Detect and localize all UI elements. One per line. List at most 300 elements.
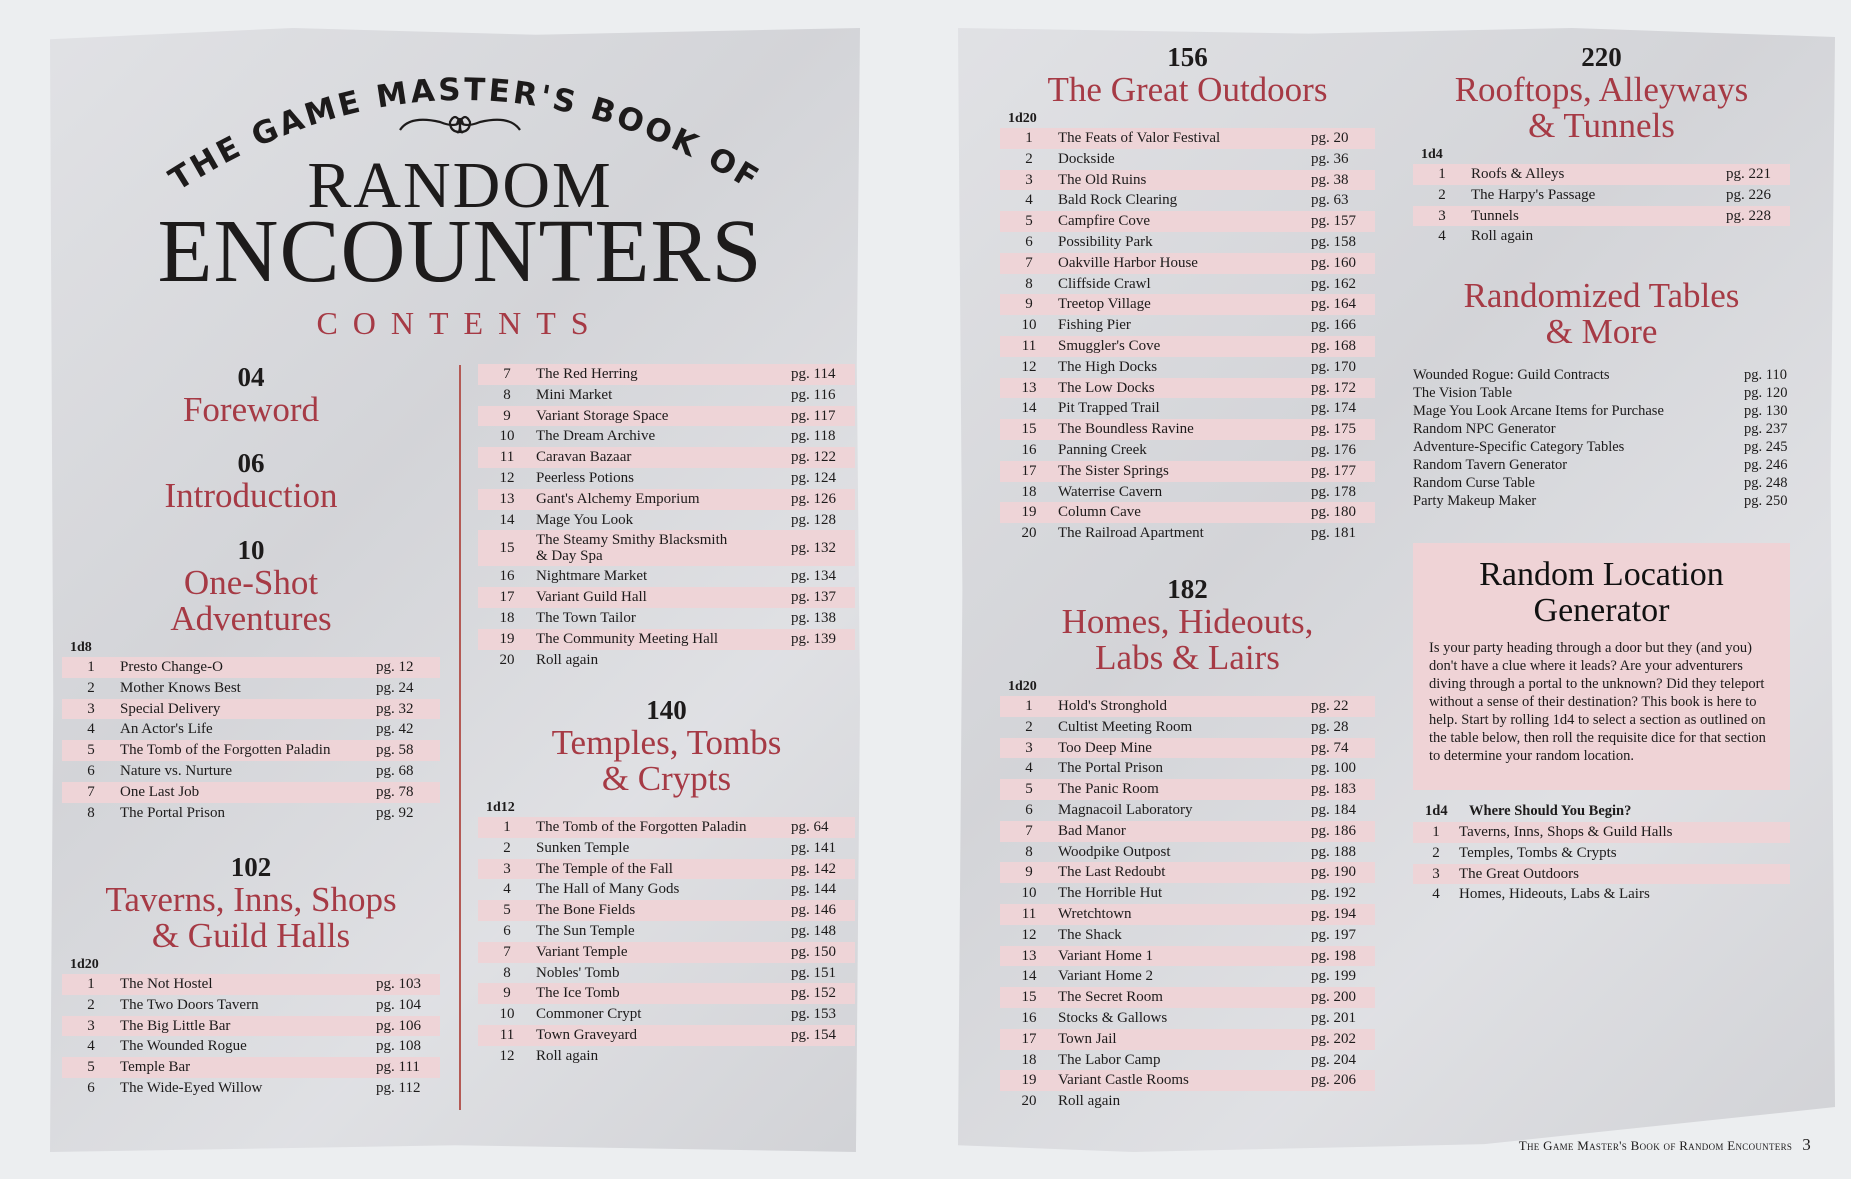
section-intro (62, 448, 440, 514)
entry-name: Dockside (1058, 150, 1115, 167)
page-ref: pg. 172 (1311, 379, 1356, 396)
section-title: & Guild Halls (151, 916, 351, 955)
page-ref: pg. 181 (1311, 525, 1356, 542)
entry-name: Random NPC Generator (1413, 421, 1556, 437)
list-item (1413, 492, 1790, 510)
page-ref: pg. 116 (791, 386, 836, 403)
page-ref: pg. 134 (791, 568, 836, 585)
section-title: Temples, Tombs (551, 723, 782, 762)
page-ref: pg. 250 (1744, 493, 1788, 509)
page-number: 3 (1802, 1135, 1811, 1154)
roll-number: 2 (1025, 718, 1033, 735)
table-row (1000, 502, 1375, 523)
roll-number: 11 (499, 1026, 515, 1043)
page-ref: pg. 108 (376, 1038, 421, 1055)
table-row (1000, 946, 1375, 967)
table-row (1413, 864, 1790, 885)
table-row (1000, 717, 1375, 738)
table-row (1000, 398, 1375, 419)
table-row (478, 963, 855, 984)
entry-name: Nobles' Tomb (536, 964, 620, 981)
roll-number: 2 (1432, 844, 1440, 861)
table-row (62, 1057, 440, 1078)
table-row (478, 1025, 855, 1046)
column-divider (459, 365, 461, 1110)
entry-name: Town Jail (1058, 1030, 1117, 1047)
section-title: Introduction (164, 476, 338, 515)
roll-number: 3 (503, 860, 511, 877)
table-row (1000, 1050, 1375, 1071)
table-row (1000, 904, 1375, 925)
roll-number: 7 (1025, 254, 1033, 271)
page-ref: pg. 142 (791, 860, 836, 877)
random-location-generator-box (1413, 543, 1790, 790)
entry-name: The Portal Prison (120, 804, 225, 821)
table-row (478, 859, 855, 880)
table-row (62, 761, 440, 782)
page-ref: pg. 202 (1311, 1030, 1356, 1047)
roll-number: 2 (1438, 186, 1446, 203)
page-ref: pg. 176 (1311, 441, 1356, 458)
entry-name: Mini Market (536, 386, 613, 403)
entry-name: The Tomb of the Forgotten Paladin (120, 742, 331, 759)
page-ref: pg. 160 (1311, 254, 1356, 271)
table-row (1000, 1029, 1375, 1050)
section-title: & More (1545, 312, 1658, 351)
page-ref: pg. 114 (791, 366, 836, 382)
roll-number: 17 (1021, 462, 1037, 479)
roll-number: 7 (87, 783, 95, 800)
page-ref: pg. 126 (791, 490, 836, 507)
roll-number: 14 (1021, 968, 1037, 985)
roll-number: 13 (1021, 379, 1037, 396)
roll-number: 9 (503, 407, 511, 424)
roll-number: 9 (503, 985, 511, 1002)
page-ref: pg. 68 (376, 762, 414, 779)
page-ref: pg. 206 (1311, 1072, 1356, 1089)
roll-number: 16 (1021, 441, 1037, 458)
title-random: RANDOM (307, 149, 613, 222)
page-ref: pg. 197 (1311, 926, 1356, 943)
section-page-number: 06 (237, 448, 265, 478)
table-row (478, 385, 855, 406)
table-row (1000, 523, 1375, 544)
section-title: Labs & Lairs (1095, 638, 1280, 677)
entry-name: Temples, Tombs & Crypts (1459, 844, 1617, 861)
roll-number: 16 (1021, 1009, 1037, 1026)
entry-name: The Last Redoubt (1058, 864, 1166, 881)
entry-name: The Ice Tomb (536, 985, 620, 1002)
table-row (1413, 884, 1790, 905)
entry-name: The Big Little Bar (120, 1017, 231, 1034)
section-taverns (62, 852, 440, 1099)
page-ref: pg. 103 (376, 976, 421, 992)
table-row (1000, 128, 1375, 149)
contents-heading: CONTENTS (316, 305, 604, 341)
entry-name: The Old Ruins (1058, 171, 1147, 188)
roll-number: 14 (1021, 400, 1037, 417)
roll-number: 13 (499, 490, 515, 507)
entry-name: Roll again (1058, 1093, 1121, 1110)
roll-number: 6 (1025, 233, 1033, 250)
table-row (62, 1078, 440, 1099)
die-label: 1d12 (486, 800, 515, 815)
entry-name: Cliffside Crawl (1058, 275, 1151, 292)
entry-name: The High Docks (1058, 358, 1158, 375)
section-title: The Great Outdoors (1047, 70, 1328, 109)
page-ref (1726, 864, 1790, 885)
table-row (1413, 164, 1790, 185)
roll-number: 12 (1021, 926, 1037, 943)
entry-name: Nature vs. Nurture (120, 762, 233, 779)
table-row (478, 447, 855, 468)
table-row (62, 740, 440, 761)
page-ref: pg. 228 (1726, 207, 1771, 224)
page-ref (1726, 822, 1790, 843)
page-ref: pg. 194 (1311, 905, 1356, 922)
table-row (478, 900, 855, 921)
entry-name: The Two Doors Tavern (120, 996, 259, 1013)
entry-name: The Temple of the Fall (536, 860, 673, 877)
table-row (478, 608, 855, 629)
entry-name: Roll again (536, 651, 599, 668)
table-row (478, 510, 855, 531)
die-label: 1d4 (1421, 147, 1443, 162)
title-encounters: ENCOUNTERS (157, 202, 763, 301)
page-ref: pg. 246 (1744, 457, 1788, 473)
entry-name: Too Deep Mine (1058, 739, 1152, 756)
table-row (1000, 294, 1375, 315)
die-label: 1d20 (70, 957, 99, 972)
page-ref: pg. 183 (1311, 781, 1356, 798)
roll-number: 4 (1025, 760, 1033, 777)
entry-name: Woodpike Outpost (1058, 843, 1171, 860)
roll-number: 18 (499, 609, 515, 626)
entry-name: Column Cave (1058, 504, 1141, 521)
entry-name: The Secret Room (1058, 989, 1163, 1006)
roll-number: 12 (499, 1047, 515, 1064)
table-row (1000, 1008, 1375, 1029)
where-die: 1d4 (1425, 803, 1448, 819)
entry-name: The Horrible Hut (1058, 885, 1163, 902)
table-row (62, 657, 440, 678)
table-row (1000, 440, 1375, 461)
roll-number: 10 (499, 1006, 515, 1023)
roll-number: 3 (1025, 739, 1033, 756)
page-ref: pg. 158 (1311, 233, 1356, 250)
page-ref: pg. 137 (791, 589, 836, 606)
page-ref: pg. 237 (1744, 421, 1788, 437)
page-ref (1311, 1091, 1375, 1112)
entry-name: Variant Castle Rooms (1058, 1072, 1189, 1089)
roll-number: 10 (1021, 317, 1037, 334)
section-title: Homes, Hideouts, (1061, 602, 1314, 641)
table-row (1000, 862, 1375, 883)
entry-name: Wretchtown (1058, 905, 1132, 922)
page-ref: pg. 146 (791, 902, 836, 919)
entry-name: Homes, Hideouts, Labs & Lairs (1459, 886, 1650, 903)
table-row (1000, 461, 1375, 482)
page-ref: pg. 166 (1311, 317, 1356, 334)
roll-number: 15 (1021, 989, 1037, 1006)
page-ref: pg. 199 (1311, 968, 1356, 985)
roll-number: 7 (503, 943, 511, 960)
section-title: & Tunnels (1528, 106, 1675, 145)
entry-name: Bad Manor (1058, 822, 1126, 839)
section-page-number: 140 (646, 695, 687, 725)
entry-name: The Feats of Valor Festival (1058, 130, 1221, 146)
table-row (1000, 419, 1375, 440)
entry-name: Mother Knows Best (120, 679, 241, 696)
page-ref: pg. 151 (791, 964, 836, 981)
table-row (1000, 378, 1375, 399)
page-ref: pg. 110 (1744, 367, 1787, 383)
table-row (478, 489, 855, 510)
page-ref (791, 1046, 855, 1067)
entry-name: Temple Bar (120, 1059, 191, 1076)
page-ref: pg. 112 (376, 1079, 421, 1096)
entry-name: Oakville Harbor House (1058, 254, 1198, 271)
page-ref: pg. 100 (1311, 760, 1356, 777)
roll-number: 20 (499, 651, 515, 668)
entry-name: Peerless Potions (536, 469, 634, 486)
roll-number: 4 (1025, 192, 1033, 209)
die-label: 1d8 (70, 640, 92, 655)
roll-number: 4 (503, 881, 511, 898)
page-ref: pg. 184 (1311, 801, 1356, 818)
page-ref: pg. 162 (1311, 275, 1356, 292)
roll-number: 3 (1438, 207, 1446, 224)
page-ref: pg. 154 (791, 1026, 836, 1043)
flourish-icon (400, 117, 520, 132)
page-ref: pg. 221 (1726, 166, 1771, 182)
entry-name: The Community Meeting Hall (536, 630, 719, 647)
roll-number: 5 (87, 1059, 95, 1076)
page-ref: pg. 188 (1311, 843, 1356, 860)
roll-number: 19 (499, 630, 515, 647)
table-row (62, 782, 440, 803)
entry-name: The Sun Temple (536, 922, 635, 939)
roll-number: 2 (503, 839, 511, 856)
table-row (1000, 482, 1375, 503)
entry-name: Stocks & Gallows (1058, 1009, 1168, 1026)
entry-name: The Town Tailor (536, 609, 636, 626)
entry-name: The Wounded Rogue (120, 1038, 247, 1055)
page-ref: pg. 226 (1726, 186, 1771, 203)
roll-number: 1 (87, 659, 95, 675)
entry-name: Hold's Stronghold (1058, 698, 1167, 714)
list-item (1413, 384, 1790, 402)
section-foreword (62, 362, 440, 428)
roll-number: 15 (1021, 421, 1037, 438)
section-title: Adventures (170, 599, 332, 638)
page-ref: pg. 92 (376, 804, 414, 821)
entry-name: The Hall of Many Gods (536, 881, 680, 898)
entry-name: Mage You Look (536, 511, 634, 528)
roll-number: 6 (87, 1079, 95, 1096)
entry-name: Possibility Park (1058, 233, 1153, 250)
roll-number: 11 (499, 449, 515, 466)
table-row (478, 838, 855, 859)
entry-name: Special Delivery (120, 700, 221, 717)
entry-name: The Bone Fields (536, 902, 636, 919)
table-row (1000, 842, 1375, 863)
entry-name: The Wide-Eyed Willow (120, 1079, 263, 1096)
table-row (1413, 185, 1790, 206)
section-title: Randomized Tables (1463, 276, 1740, 315)
page-ref: pg. 106 (376, 1017, 421, 1034)
section-title: Rooftops, Alleyways (1454, 70, 1749, 109)
page-ref: pg. 150 (791, 943, 836, 960)
entry-name: The Red Herring (536, 366, 638, 382)
table-list (1413, 366, 1790, 510)
entry-name: The Shack (1058, 926, 1122, 943)
page-ref: pg. 170 (1311, 358, 1356, 375)
entry-name: Random Curse Table (1413, 475, 1535, 491)
page-ref: pg. 248 (1744, 475, 1788, 491)
roll-number: 14 (499, 511, 515, 528)
page-ref: pg. 130 (1744, 403, 1788, 419)
roll-number: 4 (87, 1038, 95, 1055)
table-row (478, 406, 855, 427)
table-row (1000, 149, 1375, 170)
table-row (1000, 274, 1375, 295)
section-title: One-Shot (183, 563, 319, 602)
table-row (62, 803, 440, 824)
generator-title: Random Location Generator (1479, 556, 1724, 629)
roll-number: 6 (503, 922, 511, 939)
table-row (1000, 883, 1375, 904)
table-row (478, 983, 855, 1004)
table-row (1000, 696, 1375, 717)
table-row (1000, 925, 1375, 946)
entry-name: The Boundless Ravine (1058, 421, 1194, 438)
table-row (62, 678, 440, 699)
page-ref: pg. 180 (1311, 504, 1356, 521)
page-ref: pg. 177 (1311, 462, 1356, 479)
page-ref: pg. 111 (376, 1059, 420, 1076)
entry-name: Taverns, Inns, Shops & Guild Halls (1459, 824, 1673, 840)
entry-name: Caravan Bazaar (536, 449, 632, 466)
entry-name: The Panic Room (1058, 781, 1159, 798)
page-ref: pg. 36 (1311, 150, 1349, 167)
table-row (478, 530, 855, 566)
table-row (478, 426, 855, 447)
entry-name: The Labor Camp (1058, 1051, 1161, 1068)
table-row (62, 974, 440, 995)
page-ref (1726, 226, 1790, 247)
entry-name: The Vision Table (1413, 385, 1513, 401)
entry-name: Random Tavern Generator (1413, 457, 1568, 473)
table-row (1000, 232, 1375, 253)
page-ref: pg. 141 (791, 839, 836, 856)
table-row (1000, 336, 1375, 357)
page-ref (791, 650, 855, 671)
entry-name: The Steamy Smithy Blacksmith & Day Spa (536, 532, 728, 565)
entry-name: Presto Change-O (120, 659, 223, 675)
table-row (1000, 357, 1375, 378)
roll-number: 5 (1025, 213, 1033, 230)
section-rooftops (1413, 42, 1790, 247)
roll-number: 1 (503, 819, 511, 835)
section-title: Foreword (182, 390, 320, 429)
entry-name: Tunnels (1471, 207, 1519, 224)
list-item (1413, 420, 1790, 438)
table-row (62, 719, 440, 740)
page-ref: pg. 192 (1311, 885, 1356, 902)
page-footer (1519, 1135, 1811, 1155)
page-ref: pg. 204 (1311, 1051, 1356, 1068)
entry-name: The Harpy's Passage (1471, 186, 1596, 203)
page-ref: pg. 164 (1311, 296, 1356, 313)
entry-name: Campfire Cove (1058, 213, 1151, 230)
table-row (62, 1036, 440, 1057)
page-ref: pg. 138 (791, 609, 836, 626)
entry-name: Variant Guild Hall (536, 589, 647, 606)
roll-number: 10 (1021, 885, 1037, 902)
roll-number: 6 (1025, 801, 1033, 818)
section-page-number: 04 (237, 362, 265, 392)
table-row (62, 1016, 440, 1037)
page-ref: pg. 157 (1311, 213, 1356, 230)
section-temples (478, 695, 855, 1067)
entry-name: Nightmare Market (536, 568, 648, 585)
section-randomized (1413, 278, 1790, 510)
table-row (478, 629, 855, 650)
page-ref: pg. 174 (1311, 400, 1356, 417)
table-row (1413, 843, 1790, 864)
page-ref: pg. 42 (376, 721, 414, 738)
table-row (1000, 315, 1375, 336)
table-row (1000, 987, 1375, 1008)
table-row (1000, 800, 1375, 821)
entry-name: The Tomb of the Forgotten Paladin (536, 819, 747, 835)
section-page-number: 182 (1167, 574, 1208, 604)
section-taverns2 (478, 364, 855, 670)
entry-name: Mage You Look Arcane Items for Purchase (1413, 403, 1664, 419)
page-ref: pg. 20 (1311, 130, 1349, 146)
entry-name: One Last Job (120, 783, 200, 800)
page-ref: pg. 198 (1311, 947, 1356, 964)
page-ref: pg. 74 (1311, 739, 1349, 756)
table-row (478, 921, 855, 942)
page-ref: pg. 153 (791, 1006, 836, 1023)
title-arc-text: THE GAME MASTER'S BOOK OF (162, 71, 767, 199)
entry-name: Variant Home 1 (1058, 947, 1153, 964)
page-ref (1726, 884, 1790, 905)
roll-number: 19 (1021, 504, 1037, 521)
entry-name: Magnacoil Laboratory (1058, 801, 1193, 818)
roll-number: 1 (1432, 824, 1440, 840)
table-row (478, 817, 855, 838)
generator-body: Is your party heading through a door but they (and you) don't have a clue where it leads? Are your adventurers diving through a portal to the unknown? Did they teleport without a sense of their destination? This book is here to help. Start by rolling 1d4 to select a section as outlined on the table below, then roll the requisite dice for that section to determine your random location. (1429, 640, 1766, 764)
table-row (1413, 206, 1790, 227)
page-ref: pg. 38 (1311, 171, 1349, 188)
roll-number: 7 (1025, 822, 1033, 839)
roll-number: 9 (1025, 864, 1033, 881)
entry-name: Variant Storage Space (536, 407, 669, 424)
roll-number: 4 (1438, 228, 1446, 245)
entry-name: Fishing Pier (1058, 317, 1131, 334)
page-ref: pg. 152 (791, 985, 836, 1002)
roll-number: 19 (1021, 1072, 1037, 1089)
page-ref: pg. 28 (1311, 718, 1349, 735)
roll-number: 11 (1021, 337, 1037, 354)
table-row (478, 364, 855, 385)
entry-name: The Low Docks (1058, 379, 1155, 396)
page-ref: pg. 64 (791, 819, 829, 835)
table-row (478, 650, 855, 671)
